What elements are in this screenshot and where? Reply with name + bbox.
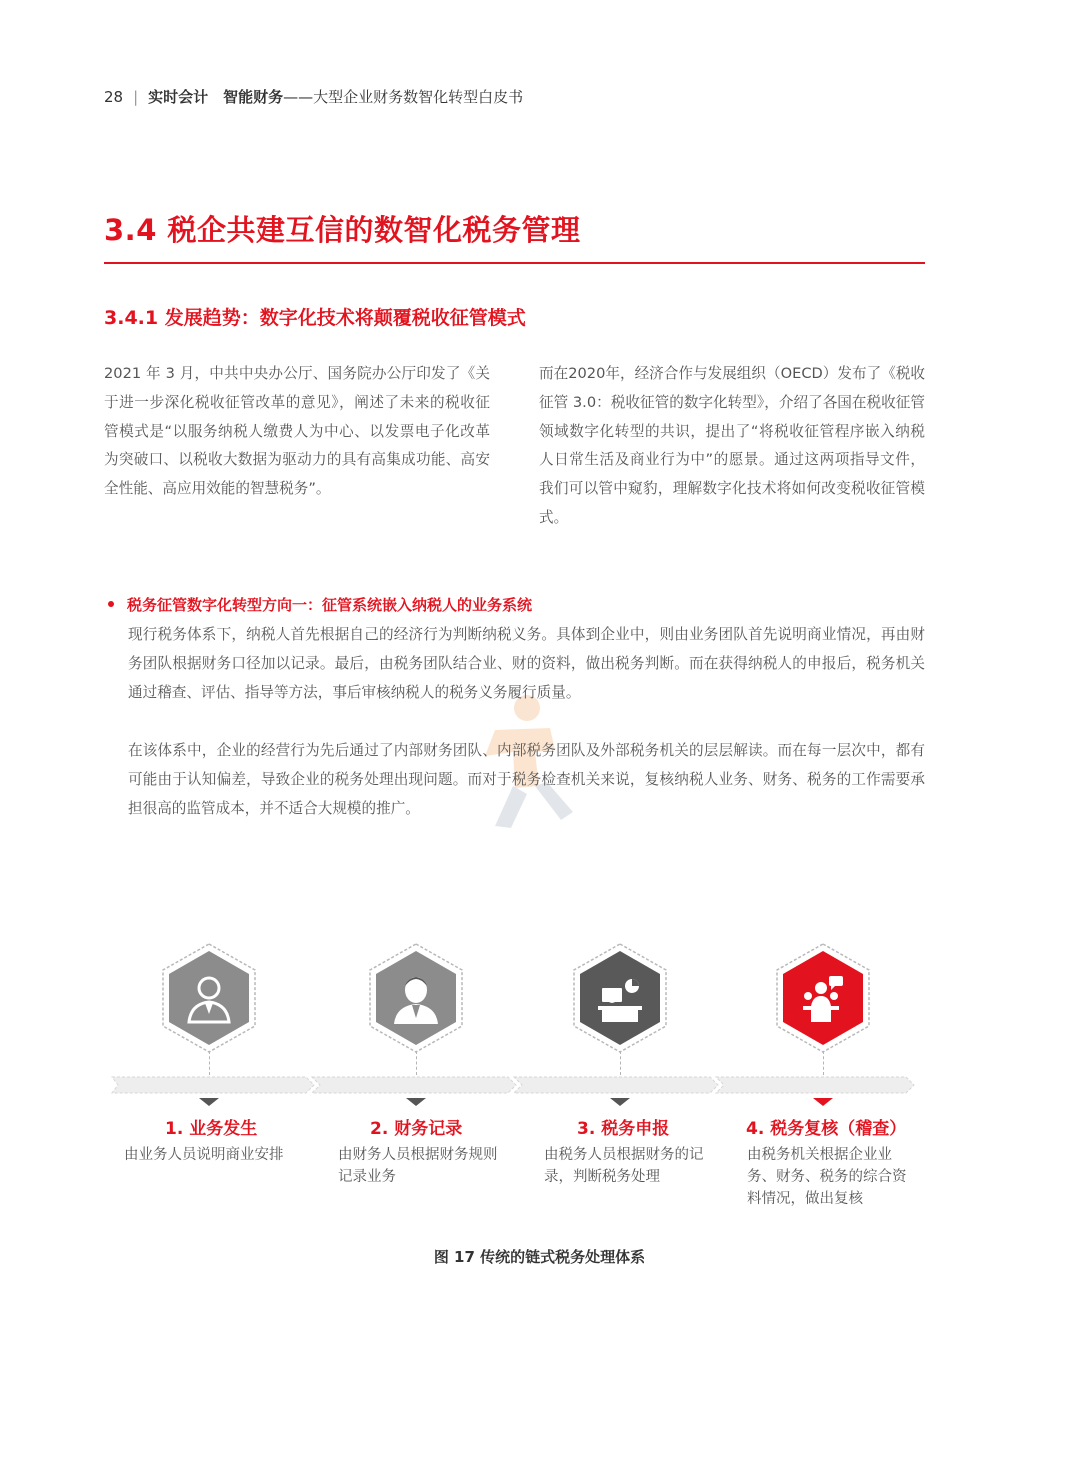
step-1-desc: 由业务人员说明商业安排 — [124, 1147, 284, 1163]
intro-paragraph-right: 而在2020年，经济合作与发展组织（OECD）发布了《税收征管 3.0：税收征管的数字化转型》，介绍了各国在税收征管领域数字化转型的共识，提出了“将税收征管程序嵌入纳税人日常生活及商业行为中”的愿景。通过这两项指导文件，我们可以管中窥豹，理解数字化技术将如何改变税收征管模式。 — [539, 365, 925, 526]
section-title: 3.4 税企共建互信的数智化税务管理 — [104, 213, 581, 247]
process-arrow-band — [110, 1074, 916, 1096]
step-4-arrow-icon — [813, 1098, 833, 1106]
step-1-hexagon — [161, 942, 257, 1054]
step-2-stem — [416, 1051, 417, 1075]
book-title-bold: 实时会计 智能财务 — [148, 88, 284, 106]
step-1-arrow-icon — [199, 1098, 219, 1106]
band-segment-3 — [514, 1077, 718, 1093]
step-4-desc: 由税务机关根据企业业务、财务、税务的综合资料情况，做出复核 — [747, 1147, 907, 1207]
subsection-title: 3.4.1 发展趋势：数字化技术将颠覆税收征管模式 — [104, 307, 526, 329]
step-3-title: 3. 税务申报 — [577, 1119, 670, 1139]
page-number: 28 — [104, 88, 124, 106]
section-divider — [104, 262, 925, 264]
step-3-desc: 由税务人员根据财务的记录，判断税务处理 — [544, 1147, 704, 1185]
header-separator: | — [133, 88, 139, 106]
band-segment-1 — [112, 1077, 314, 1093]
step-4-hexagon — [775, 942, 871, 1054]
intro-paragraph-left: 2021 年 3 月，中共中央办公厅、国务院办公厅印发了《关于进一步深化税收征管改革的意见》，阐述了未来的税收征管模式是“以服务纳税人缴费人为中心、以发票电子化改革为突破口、以税收大数据为驱动力的具有高集成功能、高安全性能、高应用效能的智慧税务”。 — [104, 365, 490, 498]
band-segment-2 — [312, 1077, 516, 1093]
step-3-hexagon — [572, 942, 668, 1054]
step-2-desc: 由财务人员根据财务规则记录业务 — [338, 1147, 498, 1185]
step-1-stem — [209, 1051, 210, 1075]
body-paragraph-1: 现行税务体系下，纳税人首先根据自己的经济行为判断纳税义务。具体到企业中，则由业务团队首先说明商业情况，再由财务团队根据财务口径加以记录。最后，由税务团队结合业、财的资料，做出税务判断。而在获得纳税人的申报后，税务机关通过稽查、评估、指导等方法，事后审核纳税人的税务义务履行质量。 — [128, 626, 925, 701]
step-2-arrow-icon — [406, 1098, 426, 1106]
tax-chain-diagram — [0, 930, 1079, 1230]
book-title-rest: ——大型企业财务数智化转型白皮书 — [283, 88, 524, 106]
band-segment-4 — [716, 1077, 914, 1093]
bullet-heading — [108, 594, 532, 615]
figure-caption: 图 17 传统的链式税务处理体系 — [433, 1248, 646, 1266]
step-4-stem — [823, 1051, 824, 1075]
step-4-title: 4. 税务复核（稽查） — [746, 1119, 907, 1139]
step-3-arrow-icon — [610, 1098, 630, 1106]
step-3-stem — [620, 1051, 621, 1075]
body-paragraph-2: 在该体系中，企业的经营行为先后通过了内部财务团队、内部税务团队及外部税务机关的层层解读。而在每一层次中，都有可能由于认知偏差，导致企业的税务处理出现问题。而对于税务检查机关来说，复核纳税人业务、财务、税务的工作需要承担很高的监管成本，并不适合大规模的推广。 — [128, 742, 925, 817]
bullet-dot-icon — [108, 601, 114, 607]
step-1-title: 1. 业务发生 — [165, 1119, 258, 1139]
bullet-title: 税务征管数字化转型方向一：征管系统嵌入纳税人的业务系统 — [127, 596, 533, 614]
step-2-title: 2. 财务记录 — [370, 1119, 463, 1139]
step-2-hexagon — [368, 942, 464, 1054]
running-header — [104, 86, 523, 107]
